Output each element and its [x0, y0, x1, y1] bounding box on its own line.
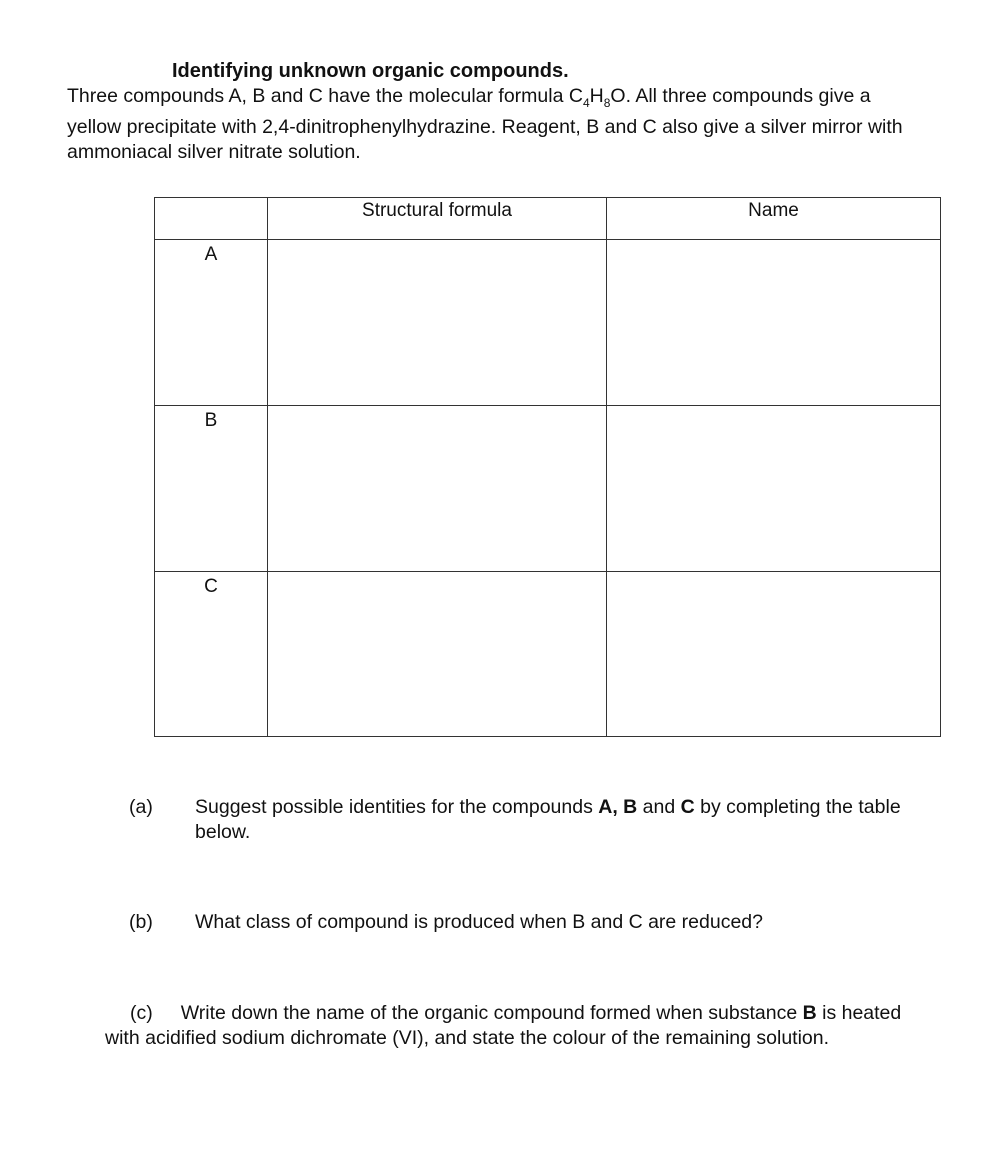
header-name: Name	[607, 198, 941, 240]
table-row	[155, 240, 941, 406]
question-a-label: (a)	[129, 796, 153, 818]
structural-formula-cell-b[interactable]	[268, 406, 607, 572]
structural-formula-cell-a[interactable]	[268, 240, 607, 406]
question-b-text: What class of compound is produced when B and C are reduced?	[195, 911, 763, 933]
intro-text-1: Three compounds A, B and C have the molecular formula C	[67, 85, 583, 107]
formula-subscript-carbon: 4	[582, 95, 590, 110]
question-a-text	[195, 795, 935, 844]
question-a-bold-c: C	[680, 796, 695, 818]
row-label-a: A	[155, 240, 268, 406]
question-c-label: (c)	[130, 1002, 153, 1024]
intro-text-2: H	[589, 85, 604, 107]
question-c	[105, 1001, 935, 1050]
name-cell-a[interactable]	[607, 240, 941, 406]
table-row	[155, 572, 941, 737]
question-c-text-1: Write down the name of the organic compound formed when substance	[180, 1002, 803, 1024]
header-structural-formula: Structural formula	[268, 198, 607, 240]
question-a-text-2: and	[637, 796, 681, 818]
question-b-label: (b)	[129, 911, 153, 933]
question-c-bold-b: B	[802, 1002, 817, 1024]
question-c-text-2: is heated with acidified sodium dichromate (VI), and state the colour of the remaining solution.	[105, 1002, 902, 1049]
name-cell-c[interactable]	[607, 572, 941, 737]
intro-text-3: O. All three compounds give a yellow precipitate with 2,4-dinitrophenylhydrazine. Reagent, B and C also give a silver mirror with ammoniacal silver nitrate solution.	[67, 85, 903, 163]
question-a-text-3: by completing the table below.	[195, 796, 901, 843]
question-a-text-1: Suggest possible identities for the compounds	[195, 796, 599, 818]
header-label-cell	[155, 198, 268, 240]
table-header-row	[155, 198, 941, 240]
question-a-bold-ab: A, B	[598, 796, 638, 818]
intro-paragraph	[67, 84, 927, 164]
table-row	[155, 406, 941, 572]
row-label-b: B	[155, 406, 268, 572]
name-cell-b[interactable]	[607, 406, 941, 572]
compounds-table	[154, 197, 941, 737]
structural-formula-cell-c[interactable]	[268, 572, 607, 737]
page-title: Identifying unknown organic compounds.	[172, 60, 569, 82]
row-label-c: C	[155, 572, 268, 737]
formula-subscript-hydrogen: 8	[603, 95, 611, 110]
